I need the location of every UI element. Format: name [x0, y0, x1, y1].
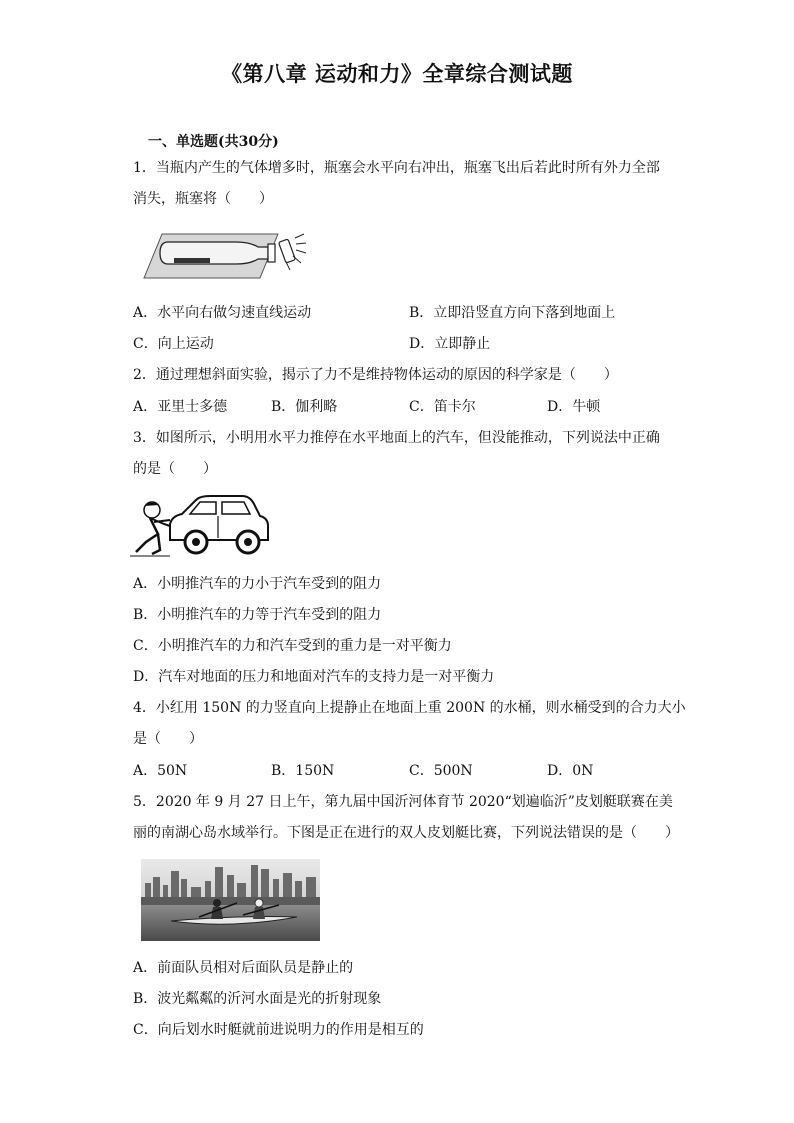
q3-option-b: B．小明推汽车的力等于汽车受到的阻力 — [133, 607, 382, 623]
q5-stem-line2: 丽的南湖心岛水域举行。下图是正在进行的双人皮划艇比赛，下列说法错误的是（ ） — [133, 825, 679, 841]
q1-stem-line1: 1．当瓶内产生的气体增多时，瓶塞会水平向右冲出，瓶塞飞出后若此时所有外力全部 — [133, 160, 660, 176]
kayak-photo — [141, 859, 320, 941]
q4-stem-line2: 是（ ） — [133, 731, 203, 747]
bottle-figure — [140, 228, 312, 284]
q3-stem-line1: 3．如图所示，小明用水平力推停在水平地面上的汽车，但没能推动，下列说法中正确 — [133, 430, 660, 446]
q1-option-b: B．立即沿竖直方向下落到地面上 — [409, 305, 616, 321]
q3-option-d: D．汽车对地面的压力和地面对汽车的支持力是一对平衡力 — [133, 669, 495, 685]
q5-option-b: B．波光粼粼的沂河水面是光的折射现象 — [133, 991, 382, 1007]
q4-stem-line1: 4．小红用 150N 的力竖直向上提静止在地面上重 200N 的水桶，则水桶受到的合力大小 — [133, 700, 686, 716]
q2-option-c: C．笛卡尔 — [409, 399, 476, 415]
q1-option-a: A．水平向右做匀速直线运动 — [133, 305, 312, 321]
q2-option-b: B．伽利略 — [271, 399, 338, 415]
q5-option-c: C．向后划水时艇就前进说明力的作用是相互的 — [133, 1022, 424, 1038]
section-heading: 一、单选题(共30分) — [148, 134, 279, 150]
q1-stem-line2: 消失，瓶塞将（ ） — [133, 191, 273, 207]
car-pushing-figure — [130, 492, 272, 560]
q5-option-a: A．前面队员相对后面队员是静止的 — [133, 960, 354, 976]
q4-option-c: C．500N — [409, 763, 473, 779]
q3-stem-line2: 的是（ ） — [133, 461, 217, 477]
q1-option-d: D．立即静止 — [409, 336, 491, 352]
q5-stem-line1: 5．2020 年 9 月 27 日上午，第九届中国沂河体育节 2020“划遍临沂”皮划艇联赛在美 — [133, 794, 673, 810]
q3-option-c: C．小明推汽车的力和汽车受到的重力是一对平衡力 — [133, 638, 452, 654]
q4-option-b: B．150N — [271, 763, 335, 779]
page-title: 《第八章 运动和力》全章综合测试题 — [221, 61, 573, 86]
q1-option-c: C．向上运动 — [133, 336, 214, 352]
q2-option-d: D．牛顿 — [547, 399, 601, 415]
q2-stem: 2．通过理想斜面实验，揭示了力不是维持物体运动的原因的科学家是（ ） — [133, 367, 618, 383]
q2-option-a: A．亚里士多德 — [133, 399, 228, 415]
q4-option-d: D．0N — [547, 763, 594, 779]
q4-option-a: A．50N — [133, 763, 188, 779]
q3-option-a: A．小明推汽车的力小于汽车受到的阻力 — [133, 576, 382, 592]
